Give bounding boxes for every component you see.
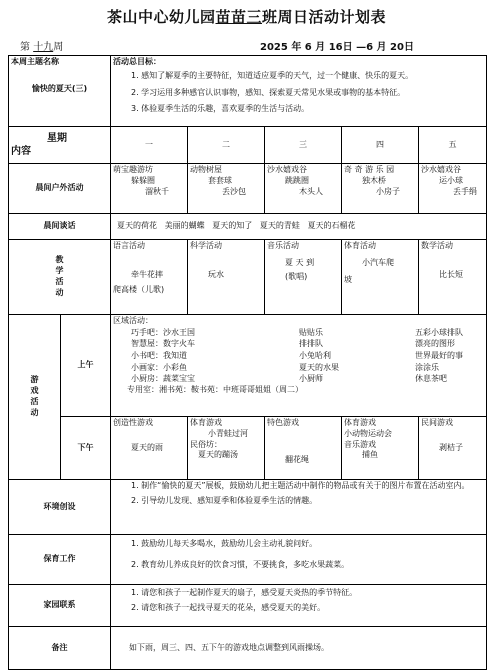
teaching-row <box>9 240 487 315</box>
zone-item: 小画家：小彩鱼 <box>131 362 187 372</box>
teaching-subject: 音乐活动 <box>267 241 299 250</box>
week-number <box>20 38 63 53</box>
day-fri: 五 <box>419 127 487 164</box>
outdoor-item: 木头人 <box>299 186 323 196</box>
talk-label: 晨间谈话 <box>9 214 111 240</box>
day-thu: 四 <box>342 127 419 164</box>
school-name: 茶山中心幼儿园 <box>106 8 216 26</box>
notes-row <box>9 627 487 670</box>
outdoor-cell-fri <box>419 164 487 214</box>
talk-topic: 夏天的石榴花 <box>307 221 356 231</box>
afternoon-content: 音乐游戏 <box>344 439 376 449</box>
afternoon-cell-wed <box>265 417 342 480</box>
teaching-subject: 语言活动 <box>113 241 145 250</box>
teaching-cell-mon <box>111 240 188 315</box>
talk-topic: 夏天的青蛙 <box>259 221 300 231</box>
talk-topic: 夏天的知了 <box>212 221 253 231</box>
outdoor-cell-mon <box>111 164 188 214</box>
outdoor-item: 沙水嬉戏谷 <box>267 165 307 174</box>
environment-item: 1. 制作“愉快的夏天”展板，鼓励幼儿把主题活动中制作的物品或有关于的图片布置在活动室内。 <box>131 481 470 490</box>
zone-item: 休息茶吧 <box>415 374 447 384</box>
outdoor-item: 丢沙包 <box>222 186 246 196</box>
outdoor-cell-wed <box>265 164 342 214</box>
talk-topic: 美丽的蝴蝶 <box>164 221 205 231</box>
zone-item: 小厨房：蔬菜宝宝 <box>131 374 195 384</box>
week-value: 十九 <box>33 42 54 53</box>
outdoor-item: 溜秋千 <box>145 186 169 196</box>
teaching-content: 夏 天 到 <box>285 257 315 267</box>
outdoor-item: 跳跳圈 <box>285 175 309 185</box>
header-corner <box>9 127 111 164</box>
teaching-content: 爬高楼（儿歌) <box>113 284 165 294</box>
goal-1: 1. 感知了解夏季的主要特征，知道适应夏季的天气，过一个健康、快乐的夏天。 <box>131 70 414 80</box>
afternoon-content: 民俗坊： <box>190 439 222 449</box>
afternoon-content: 夏天的雨 <box>131 442 163 452</box>
teaching-label-char: 活 <box>55 277 64 286</box>
zone-item: 巧手吧：沙水王国 <box>131 327 195 337</box>
notes-content: 如下雨，周三、四、五下午的游戏地点调整到风雨操场。 <box>111 627 487 670</box>
games-label-char: 戏 <box>30 386 39 396</box>
teaching-content: 牵牛花摔 <box>131 269 163 279</box>
outdoor-label: 晨间户外活动 <box>9 164 111 214</box>
talk-row <box>9 214 487 240</box>
teaching-cell-fri <box>419 240 487 315</box>
talk-topic: 夏天的荷花 <box>117 221 157 231</box>
outdoor-item: 躲躲圈 <box>131 175 155 185</box>
afternoon-content: 捕鱼 <box>362 450 378 460</box>
week-suffix: 周 <box>53 42 64 53</box>
games-label <box>9 315 61 480</box>
afternoon-content: 小青蛙过河 <box>208 428 248 438</box>
title-suffix: 班周日活动计划表 <box>262 8 387 26</box>
class-name: 苗苗三 <box>215 8 262 26</box>
zone-item: 世界最好的事 <box>415 350 463 360</box>
games-label-char: 游 <box>30 375 39 385</box>
games-label-char: 动 <box>30 407 39 417</box>
teaching-label <box>9 240 111 315</box>
outdoor-item: 运小球 <box>439 175 463 185</box>
afternoon-content: 小动物运动会 <box>344 428 392 438</box>
care-row <box>9 535 487 585</box>
afternoon-content: 剥桔子 <box>439 442 463 452</box>
zone-item: 小厨师 <box>299 374 323 384</box>
afternoon-type: 民间游戏 <box>421 418 453 427</box>
day-tue: 二 <box>188 127 265 164</box>
zone-title: 区域活动： <box>113 316 153 325</box>
date-range: 2025 年 6 月 16日 —6 月 20日 <box>260 42 414 53</box>
zone-item: 五彩小球排队 <box>415 327 463 337</box>
zone-item: 小兔哈利 <box>299 350 331 360</box>
teaching-cell-tue <box>188 240 265 315</box>
zone-item: 涂涂乐 <box>415 362 439 372</box>
page-title <box>0 6 493 27</box>
afternoon-cell-mon <box>111 417 188 480</box>
care-content <box>111 535 487 585</box>
teaching-subject: 体育活动 <box>344 241 376 250</box>
outdoor-item: 沙水嬉戏谷 <box>421 165 461 174</box>
goals-title: 活动总目标： <box>113 57 161 66</box>
theme-name: 愉快的夏天(三) <box>31 83 88 93</box>
zone-item: 贴贴乐 <box>299 327 323 337</box>
outdoor-item: 萌宝趣游坊 <box>113 165 153 174</box>
afternoon-type: 体育游戏 <box>190 418 222 427</box>
outdoor-item: 奇 奇 游 乐 园 <box>344 165 395 174</box>
outdoor-row <box>9 164 487 214</box>
week-prefix: 第 <box>20 42 30 53</box>
theme-row <box>9 56 487 127</box>
afternoon-content: 翻花绳 <box>285 454 309 464</box>
afternoon-cell-thu <box>342 417 419 480</box>
theme-goals-cell <box>111 56 487 127</box>
day-header-row <box>9 127 487 164</box>
zone-item: 漂亮的图形 <box>415 339 455 349</box>
family-row <box>9 585 487 627</box>
outdoor-item: 动物树屋 <box>190 165 222 174</box>
teaching-subject: 科学活动 <box>190 241 222 250</box>
environment-label: 环境创设 <box>9 480 111 535</box>
care-label: 保育工作 <box>9 535 111 585</box>
family-label: 家园联系 <box>9 585 111 627</box>
teaching-content: 小汽车爬 <box>362 257 394 267</box>
teaching-content: (歌唱) <box>285 271 308 281</box>
zone-item: 排排队 <box>299 339 323 349</box>
outdoor-cell-thu <box>342 164 419 214</box>
header-weekday-label: 星期 <box>47 132 67 144</box>
theme-label-cell <box>9 56 111 127</box>
care-item: 2. 教育幼儿养成良好的饮食习惯，不要挑食，多吃水果蔬菜。 <box>131 559 350 569</box>
afternoon-content: 夏天的蹦汤 <box>198 450 238 460</box>
games-afternoon-row <box>9 417 487 480</box>
teaching-label-char: 教 <box>55 255 64 265</box>
zone-item: 智慧屋：数字火车 <box>131 339 195 349</box>
zone-activities <box>111 315 487 417</box>
plan-table <box>8 55 487 670</box>
outdoor-item: 套套球 <box>208 175 232 185</box>
outdoor-item: 小房子 <box>376 186 400 196</box>
games-morning-label: 上午 <box>61 315 111 417</box>
afternoon-type: 创造性游戏 <box>113 418 153 427</box>
games-label-char: 活 <box>30 397 39 406</box>
goal-3: 3. 体验夏季生活的乐趣，喜欢夏季的生活与活动。 <box>131 104 310 114</box>
environment-content <box>111 480 487 535</box>
teaching-cell-wed <box>265 240 342 315</box>
environment-row <box>9 480 487 535</box>
zone-item: 小书吧：我知道 <box>131 350 187 360</box>
teaching-subject: 数学活动 <box>421 241 453 250</box>
theme-label: 本周主题名称 <box>11 57 59 66</box>
afternoon-type: 特色游戏 <box>267 418 299 427</box>
day-wed: 三 <box>265 127 342 164</box>
family-content <box>111 585 487 627</box>
afternoon-cell-tue <box>188 417 265 480</box>
teaching-content: 坡 <box>344 274 352 284</box>
outdoor-cell-tue <box>188 164 265 214</box>
day-mon: 一 <box>111 127 188 164</box>
games-morning-row <box>9 315 487 417</box>
outdoor-item: 独木桥 <box>362 175 386 185</box>
teaching-label-char: 学 <box>55 266 64 276</box>
teaching-cell-thu <box>342 240 419 315</box>
teaching-content: 玩水 <box>208 269 224 279</box>
games-afternoon-label: 下午 <box>61 417 111 480</box>
teaching-content: 比长短 <box>439 269 463 279</box>
afternoon-type: 体育游戏 <box>344 418 376 427</box>
notes-label: 备注 <box>9 627 111 670</box>
teaching-label-char: 动 <box>55 287 64 297</box>
zone-item: 夏天的水果 <box>299 362 339 372</box>
family-item: 2. 请您和孩子一起找寻夏天的花朵，感受夏天的美好。 <box>131 602 326 612</box>
care-item: 1. 鼓励幼儿每天多喝水，鼓励幼儿会主动礼貌问好。 <box>131 539 318 548</box>
afternoon-cell-fri <box>419 417 487 480</box>
family-item: 1. 请您和孩子一起制作夏天的扇子，感受夏天炎热的季节特征。 <box>131 588 358 597</box>
environment-item: 2. 引导幼儿发现、感知夏季和体验夏季生活的情趣。 <box>131 495 318 505</box>
outdoor-item: 丢手绢 <box>453 186 477 196</box>
header-content-label: 内容 <box>11 146 31 157</box>
talk-topics <box>111 214 487 240</box>
zone-grid <box>113 327 484 385</box>
goal-2: 2. 学习运用多种感官认识事物，感知、探索夏天常见水果或事物的基本特征。 <box>131 87 406 97</box>
special-room: 专用室：湘书苑：鞍书苑：中班哥哥姐姐（周二） <box>127 384 303 394</box>
